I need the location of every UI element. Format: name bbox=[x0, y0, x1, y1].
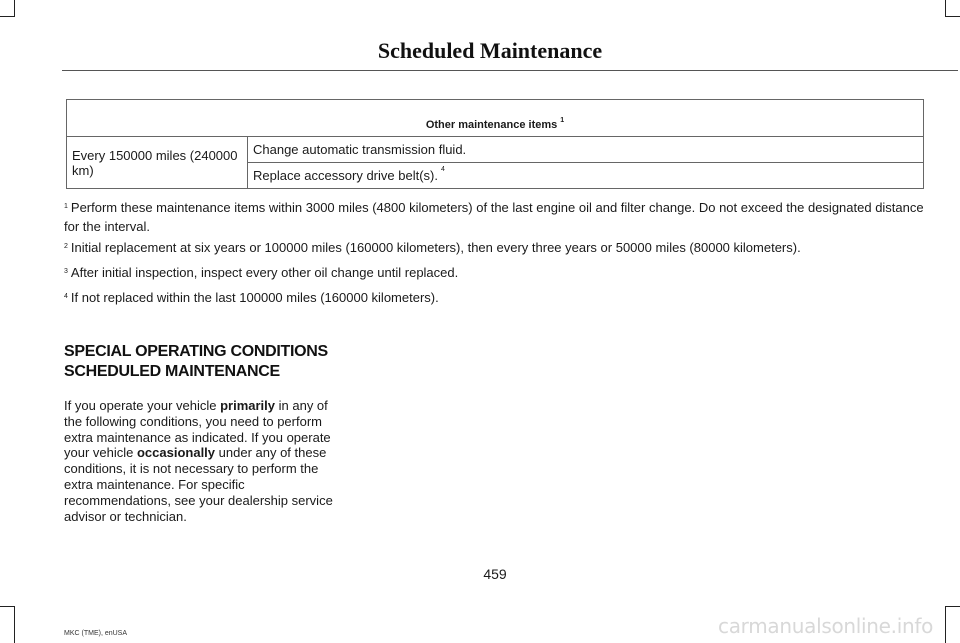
intro-paragraph bbox=[64, 398, 344, 524]
page-number: 459 bbox=[483, 566, 507, 582]
intro-emphasis: primarily bbox=[220, 398, 276, 413]
crop-mark bbox=[945, 606, 946, 643]
item-cell bbox=[248, 163, 924, 189]
interval-cell: Every 150000 miles (240000 km) bbox=[67, 137, 248, 189]
footnote-text: Perform these maintenance items within 3000 miles (4800 kilometers) of the last engine oil and filter change. Do not exceed the designated distance for the interval. bbox=[64, 200, 924, 234]
footnote bbox=[64, 263, 934, 282]
title-rule bbox=[62, 70, 958, 71]
footnote bbox=[64, 288, 934, 307]
footnote-mark: 2 bbox=[64, 243, 68, 250]
footnote-mark: 4 bbox=[64, 293, 68, 300]
footnote-ref: 4 bbox=[440, 166, 445, 173]
table-heading-text: Other maintenance items bbox=[425, 119, 558, 131]
intro-emphasis: occasionally bbox=[136, 445, 216, 461]
crop-mark bbox=[945, 16, 960, 17]
table-heading bbox=[67, 100, 924, 137]
watermark: carmanualsonline.info bbox=[718, 614, 934, 638]
intro-text: under any of these conditions, it is not necessary to perform the extra maintenance. For specific recommendations, see your dealership service advisor or technician. bbox=[64, 445, 333, 524]
footnote-ref: 1 bbox=[560, 117, 565, 124]
section-subheading: SCHEDULED MAINTENANCE bbox=[64, 363, 280, 380]
section-heading: SPECIAL OPERATING CONDITIONS bbox=[64, 343, 328, 360]
footnote-text: Initial replacement at six years or 100000 miles (160000 kilometers), then every three years or 50000 miles (80000 kilometers). bbox=[70, 240, 801, 255]
table-header-row bbox=[67, 100, 924, 137]
crop-mark bbox=[14, 0, 15, 17]
footnote-mark: 3 bbox=[64, 268, 68, 275]
footnote-text: If not replaced within the last 100000 miles (160000 kilometers). bbox=[70, 290, 439, 305]
crop-mark bbox=[945, 606, 960, 607]
footnote-text: After initial inspection, inspect every other oil change until replaced. bbox=[70, 265, 459, 280]
intro-text: If you operate your vehicle bbox=[64, 398, 221, 413]
intro-text: in any of the following conditions, you need to perform extra maintenance as indicated. If you operate your vehicle bbox=[64, 398, 331, 461]
item-text: Change automatic transmission fluid. bbox=[253, 142, 467, 157]
item-cell bbox=[248, 137, 924, 163]
page-title: Scheduled Maintenance bbox=[377, 38, 603, 63]
table-row bbox=[67, 137, 924, 163]
crop-mark bbox=[14, 606, 15, 643]
crop-mark bbox=[0, 606, 15, 607]
item-text: Replace accessory drive belt(s). bbox=[253, 168, 438, 183]
crop-mark bbox=[0, 16, 15, 17]
crop-mark bbox=[945, 0, 946, 17]
model-code: MKC (TME), enUSA bbox=[64, 630, 128, 637]
footnote bbox=[64, 198, 934, 236]
maintenance-table bbox=[66, 99, 924, 189]
footnote-mark: 1 bbox=[64, 203, 68, 210]
footnote bbox=[64, 238, 934, 257]
